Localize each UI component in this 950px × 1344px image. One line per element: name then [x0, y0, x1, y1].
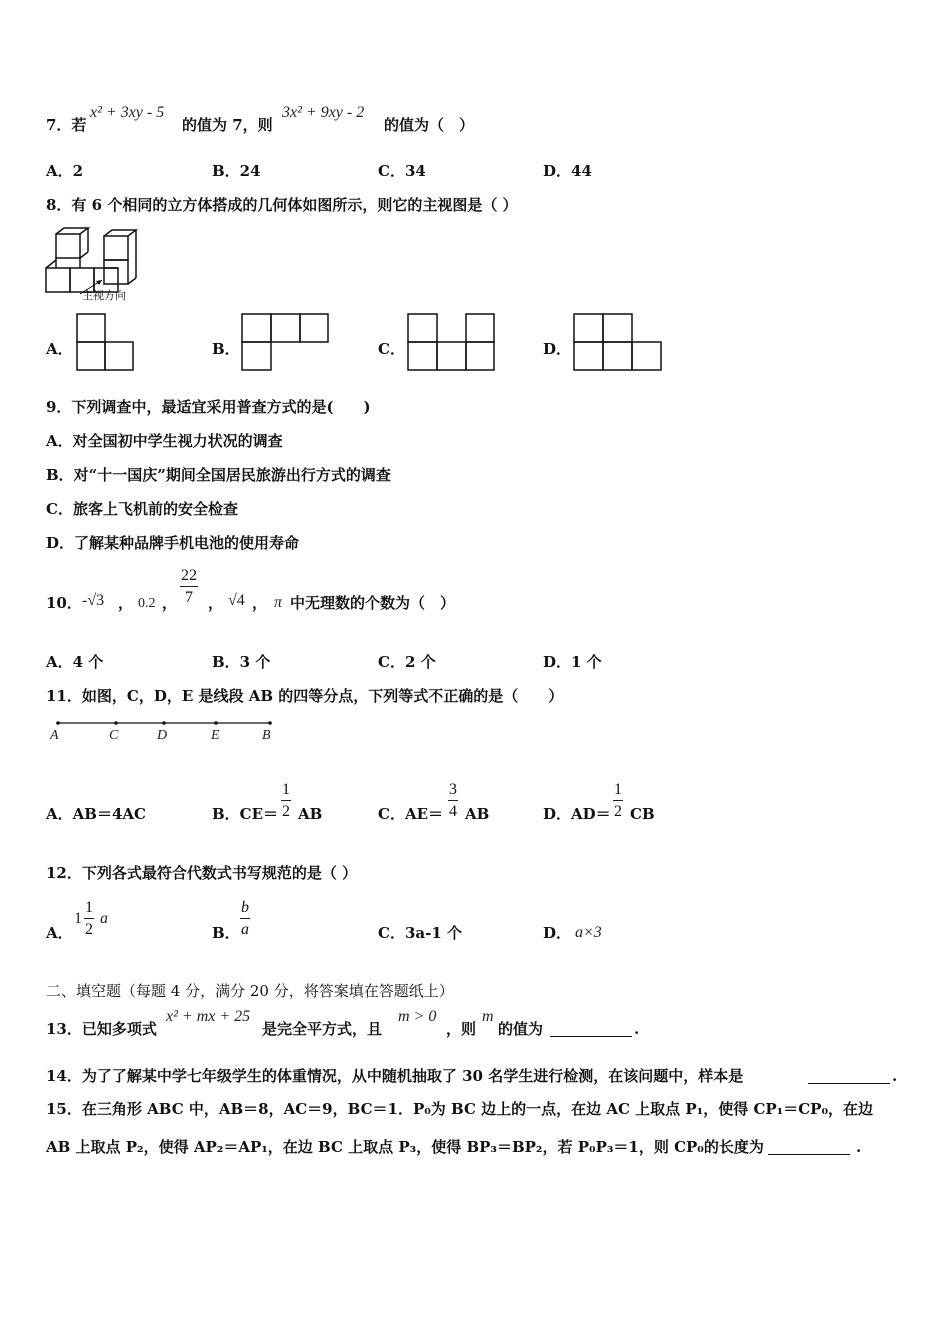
q9-option-a: A．对全国初中学生视力状况的调查	[46, 432, 283, 450]
q10-option-c: C．2 个	[378, 653, 436, 671]
q11-option-c-fraction	[448, 782, 458, 820]
q11-option-d-denominator: 2	[614, 803, 622, 820]
q7-suffix: 的值为（ ）	[384, 116, 475, 134]
q14-answer-blank[interactable]	[808, 1083, 890, 1084]
q10-item-neg-sqrt3: -√3	[82, 592, 105, 609]
q7-expression-1: x² + 3xy - 5	[90, 104, 165, 121]
q12-option-a-label: A．	[46, 924, 73, 942]
q12-option-a-denominator: 2	[85, 921, 93, 938]
q7-option-b: B．24	[212, 162, 261, 180]
q13-condition: m > 0	[398, 1008, 437, 1025]
q13-period: .	[634, 1020, 640, 1038]
q9-option-c: C．旅客上飞机前的安全检查	[46, 500, 238, 518]
q12-option-a-numerator: 1	[84, 900, 94, 919]
q8-option-d-figure	[573, 313, 665, 373]
q7-expression-2: 3x² + 9xy - 2	[282, 104, 365, 121]
q13-polynomial: x² + mx + 25	[166, 1008, 251, 1025]
q9-option-d: D．了解某种品牌手机电池的使用寿命	[46, 534, 300, 552]
q15-period: .	[856, 1138, 862, 1156]
q10-suffix: 中无理数的个数为（ ）	[290, 594, 456, 612]
q11-point-d: D	[157, 728, 168, 743]
q12-option-b-fraction	[240, 900, 250, 938]
q10-item-pi: π	[274, 594, 283, 611]
q13-then-text: ，则	[446, 1020, 477, 1038]
q12-option-a-fraction	[84, 900, 94, 938]
q15-line-2: AB 上取点 P₂，使得 AP₂＝AP₁，在边 BC 上取点 P₃，使得 BP₃＝BP₂，若 P₀P₃＝1，则 CP₀的长度为	[46, 1138, 764, 1156]
q11-option-b-prefix: B．CE＝	[212, 805, 279, 823]
q10-comma-4: ，	[252, 594, 268, 612]
q11-option-c-suffix: AB	[465, 805, 490, 823]
q10-fraction-22-7	[180, 568, 198, 606]
q10-item-0-2: 0.2	[138, 596, 156, 611]
q13-prefix: 13．已知多项式	[46, 1020, 157, 1038]
q7-middle-text: 的值为 7，则	[182, 116, 273, 134]
q7-option-a: A．2	[46, 162, 84, 180]
section-2-heading: 二、填空题（每题 4 分，满分 20 分，将答案填在答题纸上）	[46, 982, 454, 1000]
q11-option-d-fraction	[613, 782, 623, 820]
q12-option-b-label: B．	[212, 924, 240, 942]
q11-option-a: A．AB＝4AC	[46, 805, 146, 823]
q8-view-direction-caption: 主视方向	[82, 289, 126, 302]
q11-option-b-fraction	[281, 782, 291, 820]
q7-prefix: 7．若	[46, 116, 87, 134]
q10-comma-1: ，	[118, 594, 134, 612]
q8-option-a-label: A．	[46, 340, 73, 358]
q15-answer-blank[interactable]	[768, 1154, 850, 1155]
q7-option-c: C．34	[378, 162, 426, 180]
q12-option-b-numerator: b	[240, 900, 250, 919]
q11-option-b-denominator: 2	[282, 803, 290, 820]
q14-period: .	[892, 1067, 898, 1085]
q13-suffix: 的值为	[498, 1020, 544, 1038]
q11-option-b-suffix: AB	[298, 805, 323, 823]
q12-option-b-denominator: a	[241, 921, 249, 938]
q12-option-d-expression: a×3	[575, 924, 602, 941]
q11-option-d-suffix: CB	[630, 805, 655, 823]
q9-stem: 9．下列调查中，最适宜采用普查方式的是( )	[46, 398, 371, 416]
q11-point-e: E	[211, 728, 220, 743]
q7-option-d: D．44	[543, 162, 592, 180]
q11-point-b: B	[262, 728, 271, 743]
q13-middle-text: 是完全平方式，且	[262, 1020, 383, 1038]
q11-option-c-denominator: 4	[449, 803, 457, 820]
q12-option-a-variable: a	[100, 910, 108, 927]
q10-item-sqrt4: √4	[228, 592, 245, 609]
q10-comma-3: ，	[208, 594, 224, 612]
q11-option-c-numerator: 3	[448, 782, 458, 801]
q11-option-c-prefix: C．AE＝	[378, 805, 444, 823]
q10-fraction-denominator: 7	[185, 589, 193, 606]
q10-fraction-numerator: 22	[180, 568, 198, 587]
q11-point-c: C	[109, 728, 119, 743]
q9-option-b: B．对“十一国庆”期间全国居民旅游出行方式的调查	[46, 466, 391, 484]
q11-option-d-prefix: D．AD＝	[543, 805, 611, 823]
q11-stem: 11．如图，C，D，E 是线段 AB 的四等分点，下列等式不正确的是（ ）	[46, 687, 564, 705]
q11-option-d-numerator: 1	[613, 782, 623, 801]
q10-option-d: D．1 个	[543, 653, 602, 671]
q8-option-c-label: C．	[378, 340, 405, 358]
q8-option-d-label: D．	[543, 340, 572, 358]
q12-option-d-label: D．	[543, 924, 572, 942]
q12-stem: 12．下列各式最符合代数式书写规范的是（ ）	[46, 864, 358, 882]
q11-point-a: A	[50, 728, 59, 743]
q8-stem: 8．有 6 个相同的立方体搭成的几何体如图所示，则它的主视图是（ ）	[46, 196, 518, 214]
q15-line-1: 15．在三角形 ABC 中，AB＝8，AC＝9，BC＝1．P₀为 BC 边上的一点，在边 AC 上取点 P₁，使得 CP₁＝CP₀，在边	[46, 1100, 874, 1118]
q10-option-b: B．3 个	[212, 653, 271, 671]
q10-option-a: A．4 个	[46, 653, 104, 671]
q10-prefix: 10．	[46, 594, 82, 612]
q10-comma-2: ，	[162, 594, 178, 612]
q13-answer-blank[interactable]	[550, 1036, 632, 1037]
q11-option-b-numerator: 1	[281, 782, 291, 801]
q8-option-c-figure	[407, 313, 497, 373]
q12-option-a-whole: 1	[74, 910, 82, 927]
q8-option-a-figure	[76, 313, 136, 373]
q13-variable-m: m	[482, 1008, 494, 1025]
q14-stem: 14．为了了解某中学七年级学生的体重情况，从中随机抽取了 30 名学生进行检测，在该问题中，样本是	[46, 1067, 744, 1085]
q8-option-b-label: B．	[212, 340, 240, 358]
q8-option-b-figure	[241, 313, 331, 373]
q12-option-c: C．3a-1 个	[378, 924, 462, 942]
